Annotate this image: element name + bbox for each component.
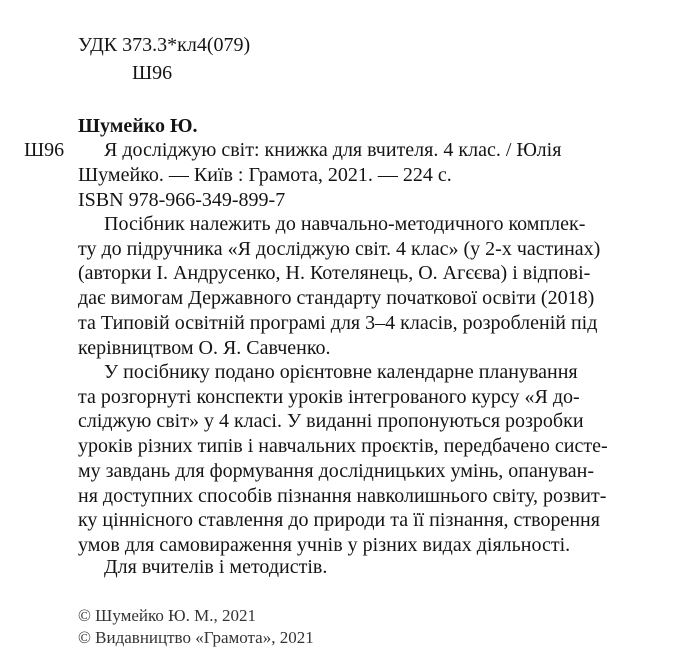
annotation-line: Посібник належить до навчально-методичного комплек- [104, 213, 586, 235]
annotation-line: та Типовій освітній програмі для 3–4 класів, розробленій під [78, 311, 598, 334]
annotation-line: ня доступних способів пізнання навколишнього світу, розвит- [78, 484, 607, 507]
annotation-paragraph-1 [78, 212, 660, 360]
annotation-line: (авторки І. Андрусенко, Н. Котелянець, О. Агєєва) і відпові- [78, 262, 591, 285]
copyright-publisher: © Видавництво «Грамота», 2021 [78, 628, 314, 647]
audience-note: Для вчителів і методистів. [104, 556, 328, 578]
annotation-line: му завдань для формування дослідницьких умінь, опануван- [78, 459, 594, 482]
annotation-line: та розгорнуті конспекти уроків інтегрованого курсу «Я до- [78, 385, 580, 408]
isbn: ISBN 978-966-349-899-7 [78, 189, 286, 211]
annotation-line: уроків різних типів і навчальних проєктів, передбачено систе- [78, 435, 608, 458]
author-sign-top: Ш96 [132, 62, 173, 84]
annotation-line: керівництвом О. Я. Савченко. [78, 336, 331, 359]
biblio-title-line: Я досліджую світ: книжка для вчителя. 4 клас. / Юлія [104, 139, 562, 161]
author-sign-left: Ш96 [24, 139, 65, 161]
author-heading: Шумейко Ю. [78, 115, 198, 137]
annotation-line: умов для самовираження учнів у різних видах діяльності. [78, 533, 571, 556]
biblio-imprint-line: Шумейко. — Київ : Грамота, 2021. — 224 с. [78, 164, 452, 186]
copyright-author: © Шумейко Ю. М., 2021 [78, 606, 256, 625]
udk-code: УДК 373.3*кл4(079) [78, 34, 251, 56]
annotation-line: ку ціннісного ставлення до природи та її пізнання, створення [78, 509, 600, 532]
annotation-line: У посібнику подано орієнтовне календарне планування [104, 361, 578, 383]
annotation-line: сліджую світ» у 4 класі. У виданні пропонуються розробки [78, 410, 584, 433]
annotation-line: дає вимогам Державного стандарту початкової освіти (2018) [78, 287, 595, 310]
annotation-paragraph-2 [78, 360, 660, 558]
annotation-line: ту до підручника «Я досліджую світ. 4 клас» (у 2-х частинах) [78, 237, 601, 260]
